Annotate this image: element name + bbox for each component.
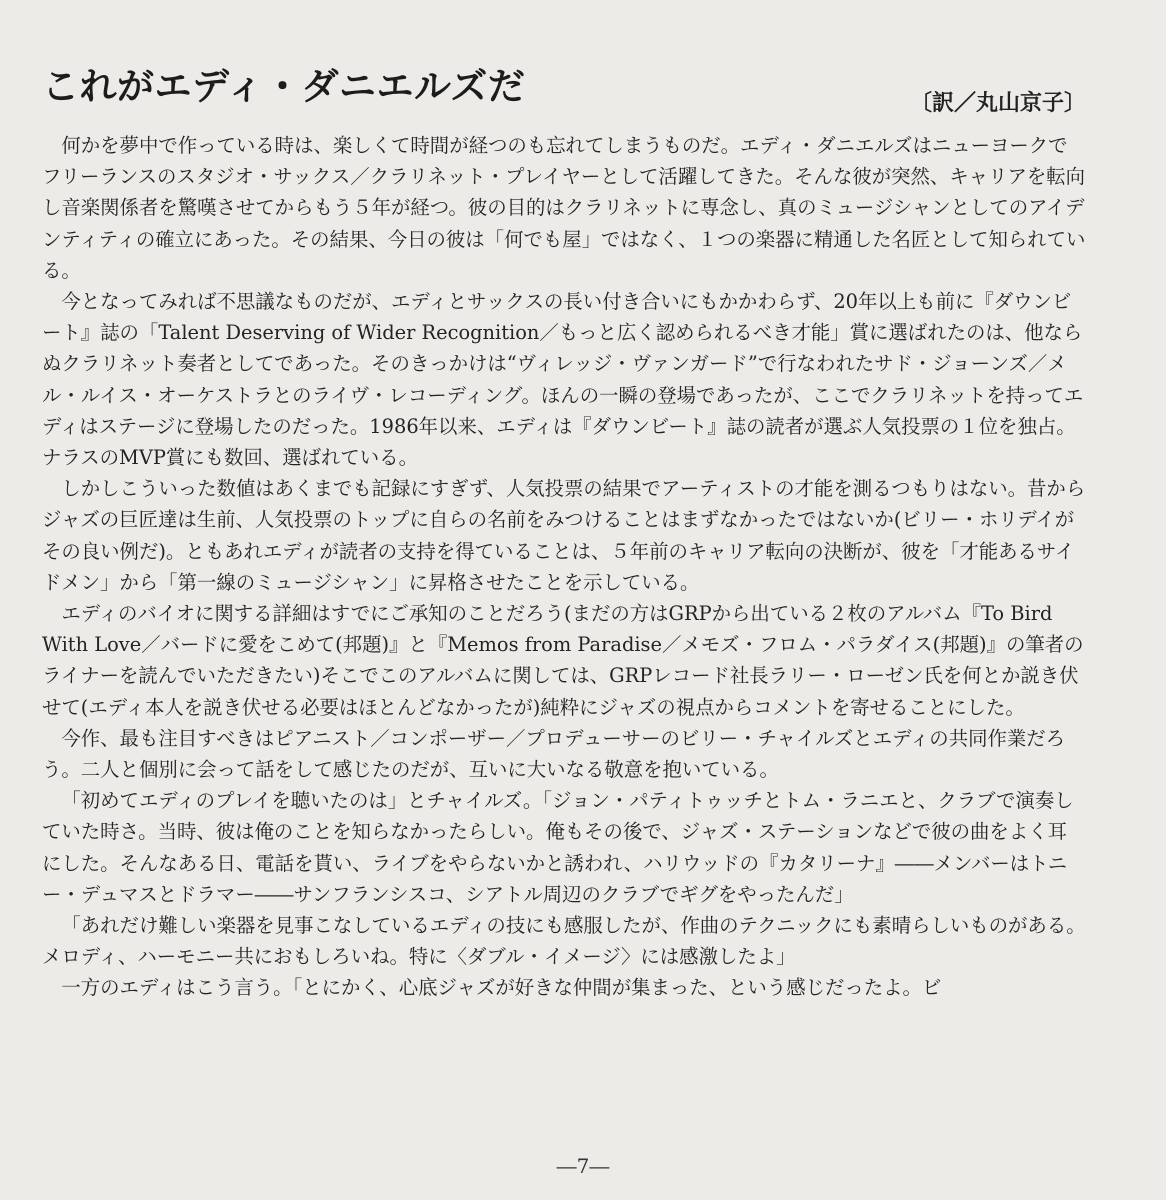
paragraph-7: 「あれだけ難しい楽器を見事こなしているエディの技にも感服したが、作曲のテクニックにも素晴らしいものがある。メロディ、ハーモニー共におもしろいね。特に〈ダブル・イメージ〉には感激したよ」 <box>42 914 1086 969</box>
paragraph-3: しかしこういった数値はあくまでも記録にすぎず、人気投票の結果でアーティストの才能を測るつもりはない。昔からジャズの巨匠達は生前、人気投票のトップに自らの名前をみつけることはまずなかったではないか(ビリー・ホリデイがその良い例だ)。ともあれエディが読者の支持を得ていることは、５年前のキャリア転向の決断が、彼を「才能あるサイドメン」から「第一線のミュージシャン」に昇格させたことを示している。 <box>42 477 1086 594</box>
paragraph-6: 「初めてエディのプレイを聴いたのは」とチャイルズ。「ジョン・パティトゥッチとトム・ラニエと、クラブで演奏していた時さ。当時、彼は俺のことを知らなかったらしい。俺もその後で、ジャズ・ステーションなどで彼の曲をよく耳にした。そんなある日、電話を貰い、ライブをやらないかと誘われ、ハリウッドの『カタリーナ』――メンバーはトニー・デュマスとドラマー――サンフランシスコ、シアトル周辺のクラブでギグをやったんだ」 <box>42 789 1074 906</box>
article-title: これがエディ・ダニエルズだ <box>42 65 526 108</box>
page-number: ―7― <box>556 1154 610 1178</box>
translator-credit: 〔訳／丸山京子〕 <box>909 91 1086 116</box>
paragraph-2: 今となってみれば不思議なものだが、エディとサックスの長い付き合いにもかかわらず、20年以上も前に『ダウンビート』誌の「Talent Deserving of Wider Recognition／もっと広く認められるべき才能」賞に選ばれたのは、他ならぬクラリネット奏者としてであった。そのきっかけは“ヴィレッジ・ヴァンガード”で行なわれたサド・ジョーンズ／メル・ルイス・オーケストラとのライヴ・レコーディング。ほんの一瞬の登場であったが、ここでクラリネットを持ってエディはステージに登場したのだった。1986年以来、エディは『ダウンビート』誌の読者が選ぶ人気投票の１位を独占。ナラスのMVP賞にも数回、選ばれている。 <box>42 290 1084 470</box>
paragraph-8: 一方のエディはこう言う。「とにかく、心底ジャズが好きな仲間が集まった、という感じだったよ。ビ <box>61 976 942 1000</box>
article-body <box>42 130 1086 1004</box>
paragraph-1: 何かを夢中で作っている時は、楽しくて時間が経つのも忘れてしまうものだ。エディ・ダニエルズはニューヨークでフリーランスのスタジオ・サックス／クラリネット・プレイヤーとして活躍してきた。そんな彼が突然、キャリアを転向し音楽関係者を驚嘆させてからもう５年が経つ。彼の目的はクラリネットに専念し、真のミュージシャンとしてのアイデンティティの確立にあった。その結果、今日の彼は「何でも屋」ではなく、１つの楽器に精通した名匠として知られている。 <box>42 134 1086 282</box>
paragraph-5: 今作、最も注目すべきはピアニスト／コンポーザー／プロデューサーのビリー・チャイルズとエディの共同作業だろう。二人と個別に会って話をして感じたのだが、互いに大いなる敬意を抱いている。 <box>42 726 1066 782</box>
paragraph-4: エディのバイオに関する詳細はすでにご承知のことだろう(まだの方はGRPから出ている２枚のアルバム『To Bird With Love／バードに愛をこめて(邦題)』と『Memos from Paradise／メモズ・フロム・パラダイス(邦題)』の筆者のライナーを読んでいただきたい)そこでこのアルバムに関しては、GRPレコード社長ラリー・ローゼン氏を何とか説き伏せて(エディ本人を説き伏せる必要はほとんどなかったが)純粋にジャズの視点からコメントを寄せることにした。 <box>42 602 1084 719</box>
article-header <box>42 56 1086 130</box>
